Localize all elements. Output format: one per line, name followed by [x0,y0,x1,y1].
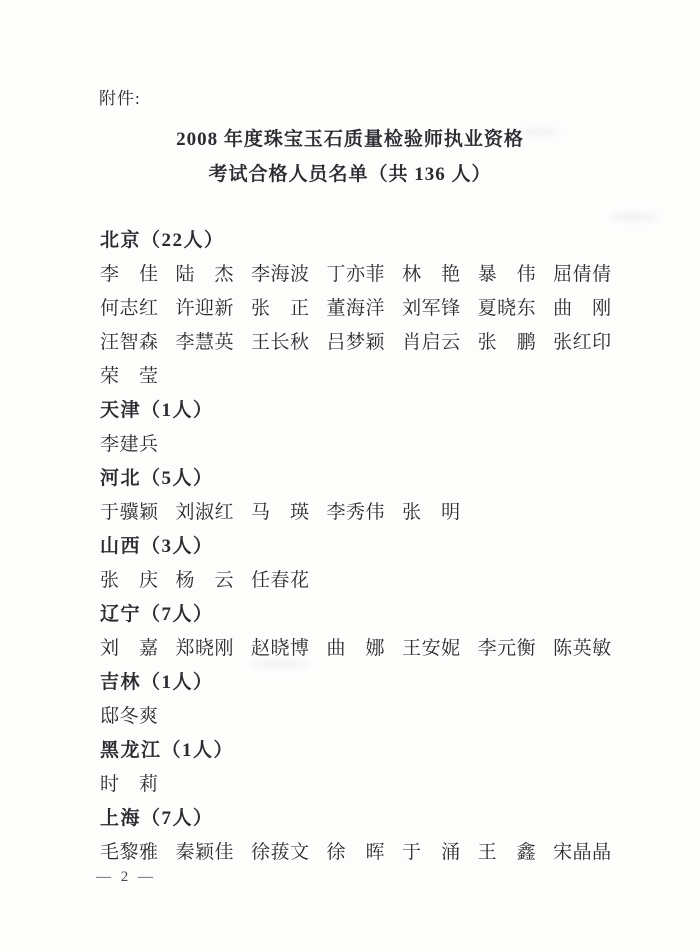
region-section [100,799,650,867]
person-name: 王安妮 [402,637,461,659]
regions-name-list [100,221,650,867]
name-row [100,289,650,323]
region-section [100,663,650,731]
person-name: 刘 嘉 [100,637,159,659]
person-name: 张 正 [251,297,310,319]
person-name: 肖启云 [402,331,461,353]
person-name: 李海波 [251,263,310,285]
person-name: 赵晓博 [251,637,310,659]
region-section [100,391,650,459]
person-name: 张 庆 [100,569,159,591]
region-section [100,221,650,391]
person-name: 秦颖佳 [175,841,235,863]
region-section [100,459,650,527]
name-row [100,425,650,459]
region-header: 天津（1人） [100,399,214,421]
region-section [100,527,650,595]
person-name: 刘军锋 [402,297,461,319]
region-header: 辽宁（7人） [100,603,214,625]
person-name: 徐菝文 [251,841,310,863]
person-name: 王 鑫 [477,841,537,863]
person-name: 李元衡 [477,637,537,659]
document-title-line2: 考试合格人员名单（共 136 人） [208,164,492,185]
person-name: 任春花 [251,569,310,591]
region-header: 上海（7人） [100,807,214,829]
person-name: 张红印 [553,331,612,353]
region-section [100,595,650,663]
region-header: 山西（3人） [100,535,214,557]
person-name: 吕梦颖 [326,331,386,353]
person-name: 王长秋 [251,331,310,353]
name-row [100,255,650,289]
region-header: 黑龙江（1人） [100,739,235,761]
name-row [100,765,650,799]
name-row [100,561,650,595]
person-name: 时 莉 [100,773,159,795]
page-number: — 2 — [96,869,156,885]
person-name: 屈倩倩 [553,263,612,285]
person-name: 毛黎雅 [100,841,159,863]
person-name: 宋晶晶 [553,841,612,863]
person-name: 荣 莹 [100,365,159,387]
person-name: 暴 伟 [477,263,537,285]
region-header: 河北（5人） [100,467,214,489]
person-name: 许迎新 [175,297,235,319]
person-name: 夏晓东 [477,297,537,319]
document-title-line1: 2008 年度珠宝玉石质量检验师执业资格 [176,129,524,150]
person-name: 陈英敏 [553,637,612,659]
person-name: 李建兵 [100,433,159,455]
person-name: 曲 刚 [553,297,612,319]
name-row [100,493,650,527]
person-name: 李慧英 [175,331,235,353]
person-name: 李秀伟 [326,501,386,523]
person-name: 董海洋 [326,297,386,319]
person-name: 陆 杰 [175,263,235,285]
person-name: 于 涌 [402,841,461,863]
name-row [100,323,650,357]
person-name: 何志红 [100,297,159,319]
person-name: 邸冬爽 [100,705,159,727]
person-name: 张 明 [402,501,461,523]
person-name: 马 瑛 [251,501,310,523]
person-name: 刘淑红 [175,501,235,523]
name-row [100,697,650,731]
person-name: 徐 晖 [326,841,386,863]
person-name: 李 佳 [100,263,159,285]
name-row [100,357,650,391]
person-name: 汪智森 [100,331,159,353]
region-section [100,731,650,799]
person-name: 林 艳 [402,263,461,285]
name-row [100,629,650,663]
person-name: 郑晓刚 [175,637,235,659]
person-name: 曲 娜 [326,637,386,659]
region-header: 吉林（1人） [100,671,214,693]
name-row [100,833,650,867]
attachment-label: 附件: [99,89,141,108]
region-header: 北京（22人） [100,229,225,251]
person-name: 丁亦菲 [326,263,386,285]
person-name: 杨 云 [175,569,235,591]
person-name: 于骥颖 [100,501,159,523]
person-name: 张 鹏 [477,331,537,353]
